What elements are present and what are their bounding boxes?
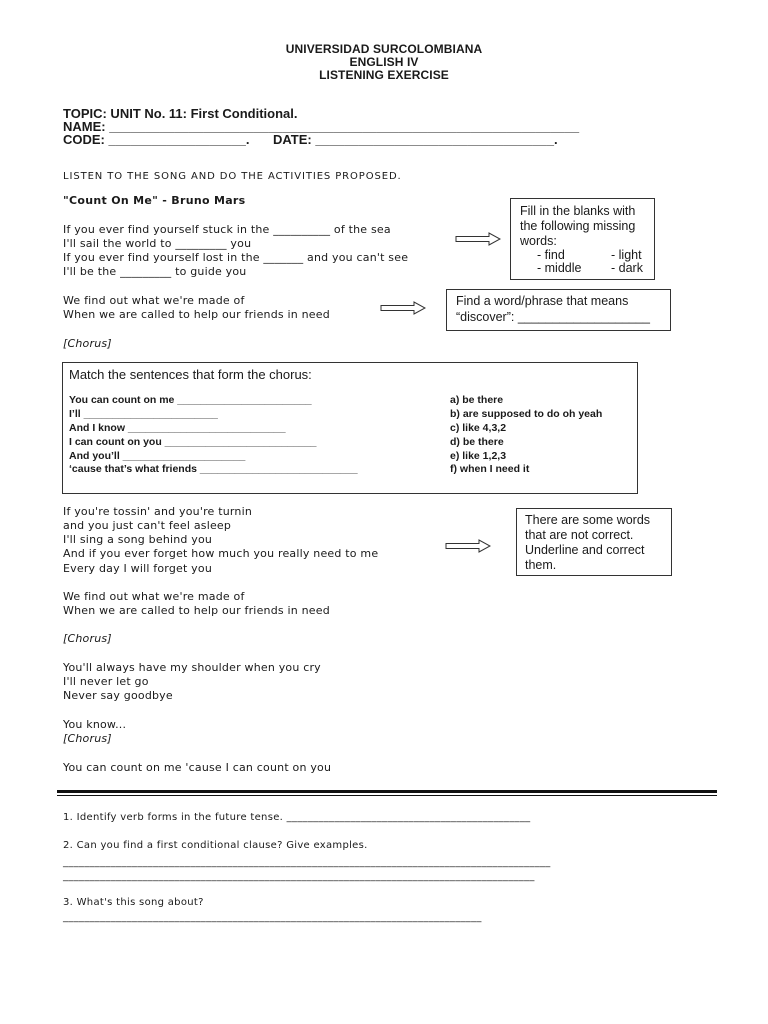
exercise-title: LISTENING EXERCISE bbox=[319, 68, 449, 82]
match-left-item: ‘cause that’s what friends ___________________________ bbox=[69, 463, 358, 475]
match-left-item: I can count on you __________________________ bbox=[69, 436, 317, 448]
name-field[interactable]: NAME: _________________________________________________________________ bbox=[63, 119, 580, 134]
find-word-box bbox=[446, 289, 671, 331]
match-right-item: f) when I need it bbox=[450, 463, 530, 475]
match-right-item: e) like 1,2,3 bbox=[450, 450, 507, 462]
lyric-line: And if you ever forget how much you really need to me bbox=[63, 547, 379, 560]
chorus-tag: [Chorus] bbox=[63, 732, 112, 745]
match-right-item: a) be there bbox=[450, 394, 504, 406]
lyric-line: When we are called to help our friends in need bbox=[63, 308, 330, 321]
lyric-line: If you ever find yourself stuck in the __________ of the sea bbox=[63, 223, 391, 236]
word-option: - middle bbox=[537, 261, 582, 275]
find-box-answer[interactable]: “discover”: ___________________ bbox=[456, 310, 650, 324]
university-title: UNIVERSIDAD SURCOLOMBIANA bbox=[285, 42, 483, 56]
code-field[interactable]: CODE: ___________________. bbox=[63, 132, 250, 147]
lyric-line: You know... bbox=[63, 718, 127, 731]
fill-box-line: words: bbox=[520, 234, 557, 248]
section-divider bbox=[57, 790, 717, 793]
match-right-item: d) be there bbox=[450, 436, 504, 448]
match-right-item: b) are supposed to do oh yeah bbox=[450, 408, 603, 420]
match-box-title: Match the sentences that form the chorus: bbox=[69, 367, 312, 382]
lyric-line: You can count on me 'cause I can count on you bbox=[63, 761, 332, 774]
words-box-line: There are some words bbox=[525, 513, 651, 527]
chorus-tag: [Chorus] bbox=[63, 337, 112, 350]
match-left-item: I’ll _______________________ bbox=[69, 408, 218, 420]
lyric-line: If you're tossin' and you're turnin bbox=[63, 505, 253, 518]
lyric-line: If you ever find yourself lost in the _______ and you can't see bbox=[63, 251, 409, 264]
fill-box-line: the following missing bbox=[520, 219, 636, 233]
lyric-line: I'll never let go bbox=[63, 675, 149, 688]
find-box-line: Find a word/phrase that means bbox=[456, 294, 629, 308]
lyric-line: We find out what we're made of bbox=[63, 294, 245, 307]
match-right-item: c) like 4,3,2 bbox=[450, 422, 507, 434]
lyric-line: and you just can't feel asleep bbox=[63, 519, 232, 532]
arrow-right-icon bbox=[380, 301, 426, 315]
lyric-line: We find out what we're made of bbox=[63, 590, 245, 603]
question-3: 3. What's this song about? bbox=[63, 897, 204, 908]
answer-line[interactable]: ____________________________________________________________________________________________ bbox=[63, 857, 551, 868]
lyric-line: When we are called to help our friends in need bbox=[63, 604, 330, 617]
question-1[interactable]: 1. Identify verb forms in the future tense. ______________________________________________ bbox=[63, 812, 531, 823]
words-box-line: them. bbox=[525, 558, 557, 572]
topic-line: TOPIC: UNIT No. 11: First Conditional. bbox=[63, 106, 298, 121]
correct-words-box bbox=[516, 508, 672, 576]
word-option: - light bbox=[611, 248, 642, 262]
arrow-right-icon bbox=[455, 232, 501, 246]
instructions: LISTEN TO THE SONG AND DO THE ACTIVITIES PROPOSED. bbox=[63, 171, 402, 182]
lyric-line: Every day I will forget you bbox=[63, 562, 212, 575]
section-divider bbox=[57, 795, 717, 796]
match-left-item: And you’ll _____________________ bbox=[69, 450, 246, 462]
answer-line[interactable]: _________________________________________________________________________________________ bbox=[63, 871, 535, 882]
lyric-line: I'll be the _________ to guide you bbox=[63, 265, 247, 278]
match-chorus-box bbox=[62, 362, 638, 494]
words-box-line: that are not correct. bbox=[525, 528, 634, 542]
fill-blanks-box bbox=[510, 198, 655, 280]
chorus-tag: [Chorus] bbox=[63, 632, 112, 645]
arrow-right-icon bbox=[445, 539, 491, 553]
word-option: - dark bbox=[611, 261, 643, 275]
word-option: - find bbox=[537, 248, 565, 262]
course-title: ENGLISH IV bbox=[349, 55, 419, 69]
words-box-line: Underline and correct bbox=[525, 543, 645, 557]
question-2: 2. Can you find a first conditional clause? Give examples. bbox=[63, 840, 368, 851]
lyric-line: I'll sail the world to _________ you bbox=[63, 237, 252, 250]
lyric-line: Never say goodbye bbox=[63, 689, 173, 702]
fill-box-line: Fill in the blanks with bbox=[520, 204, 636, 218]
match-left-item: You can count on me _______________________ bbox=[69, 394, 312, 406]
song-title: "Count On Me" - Bruno Mars bbox=[63, 194, 246, 207]
answer-line[interactable]: _______________________________________________________________________________ bbox=[63, 912, 482, 923]
lyric-line: You'll always have my shoulder when you cry bbox=[63, 661, 321, 674]
lyric-line: I'll sing a song behind you bbox=[63, 533, 213, 546]
match-left-item: And I know ___________________________ bbox=[69, 422, 286, 434]
date-field[interactable]: DATE: _________________________________. bbox=[273, 132, 558, 147]
